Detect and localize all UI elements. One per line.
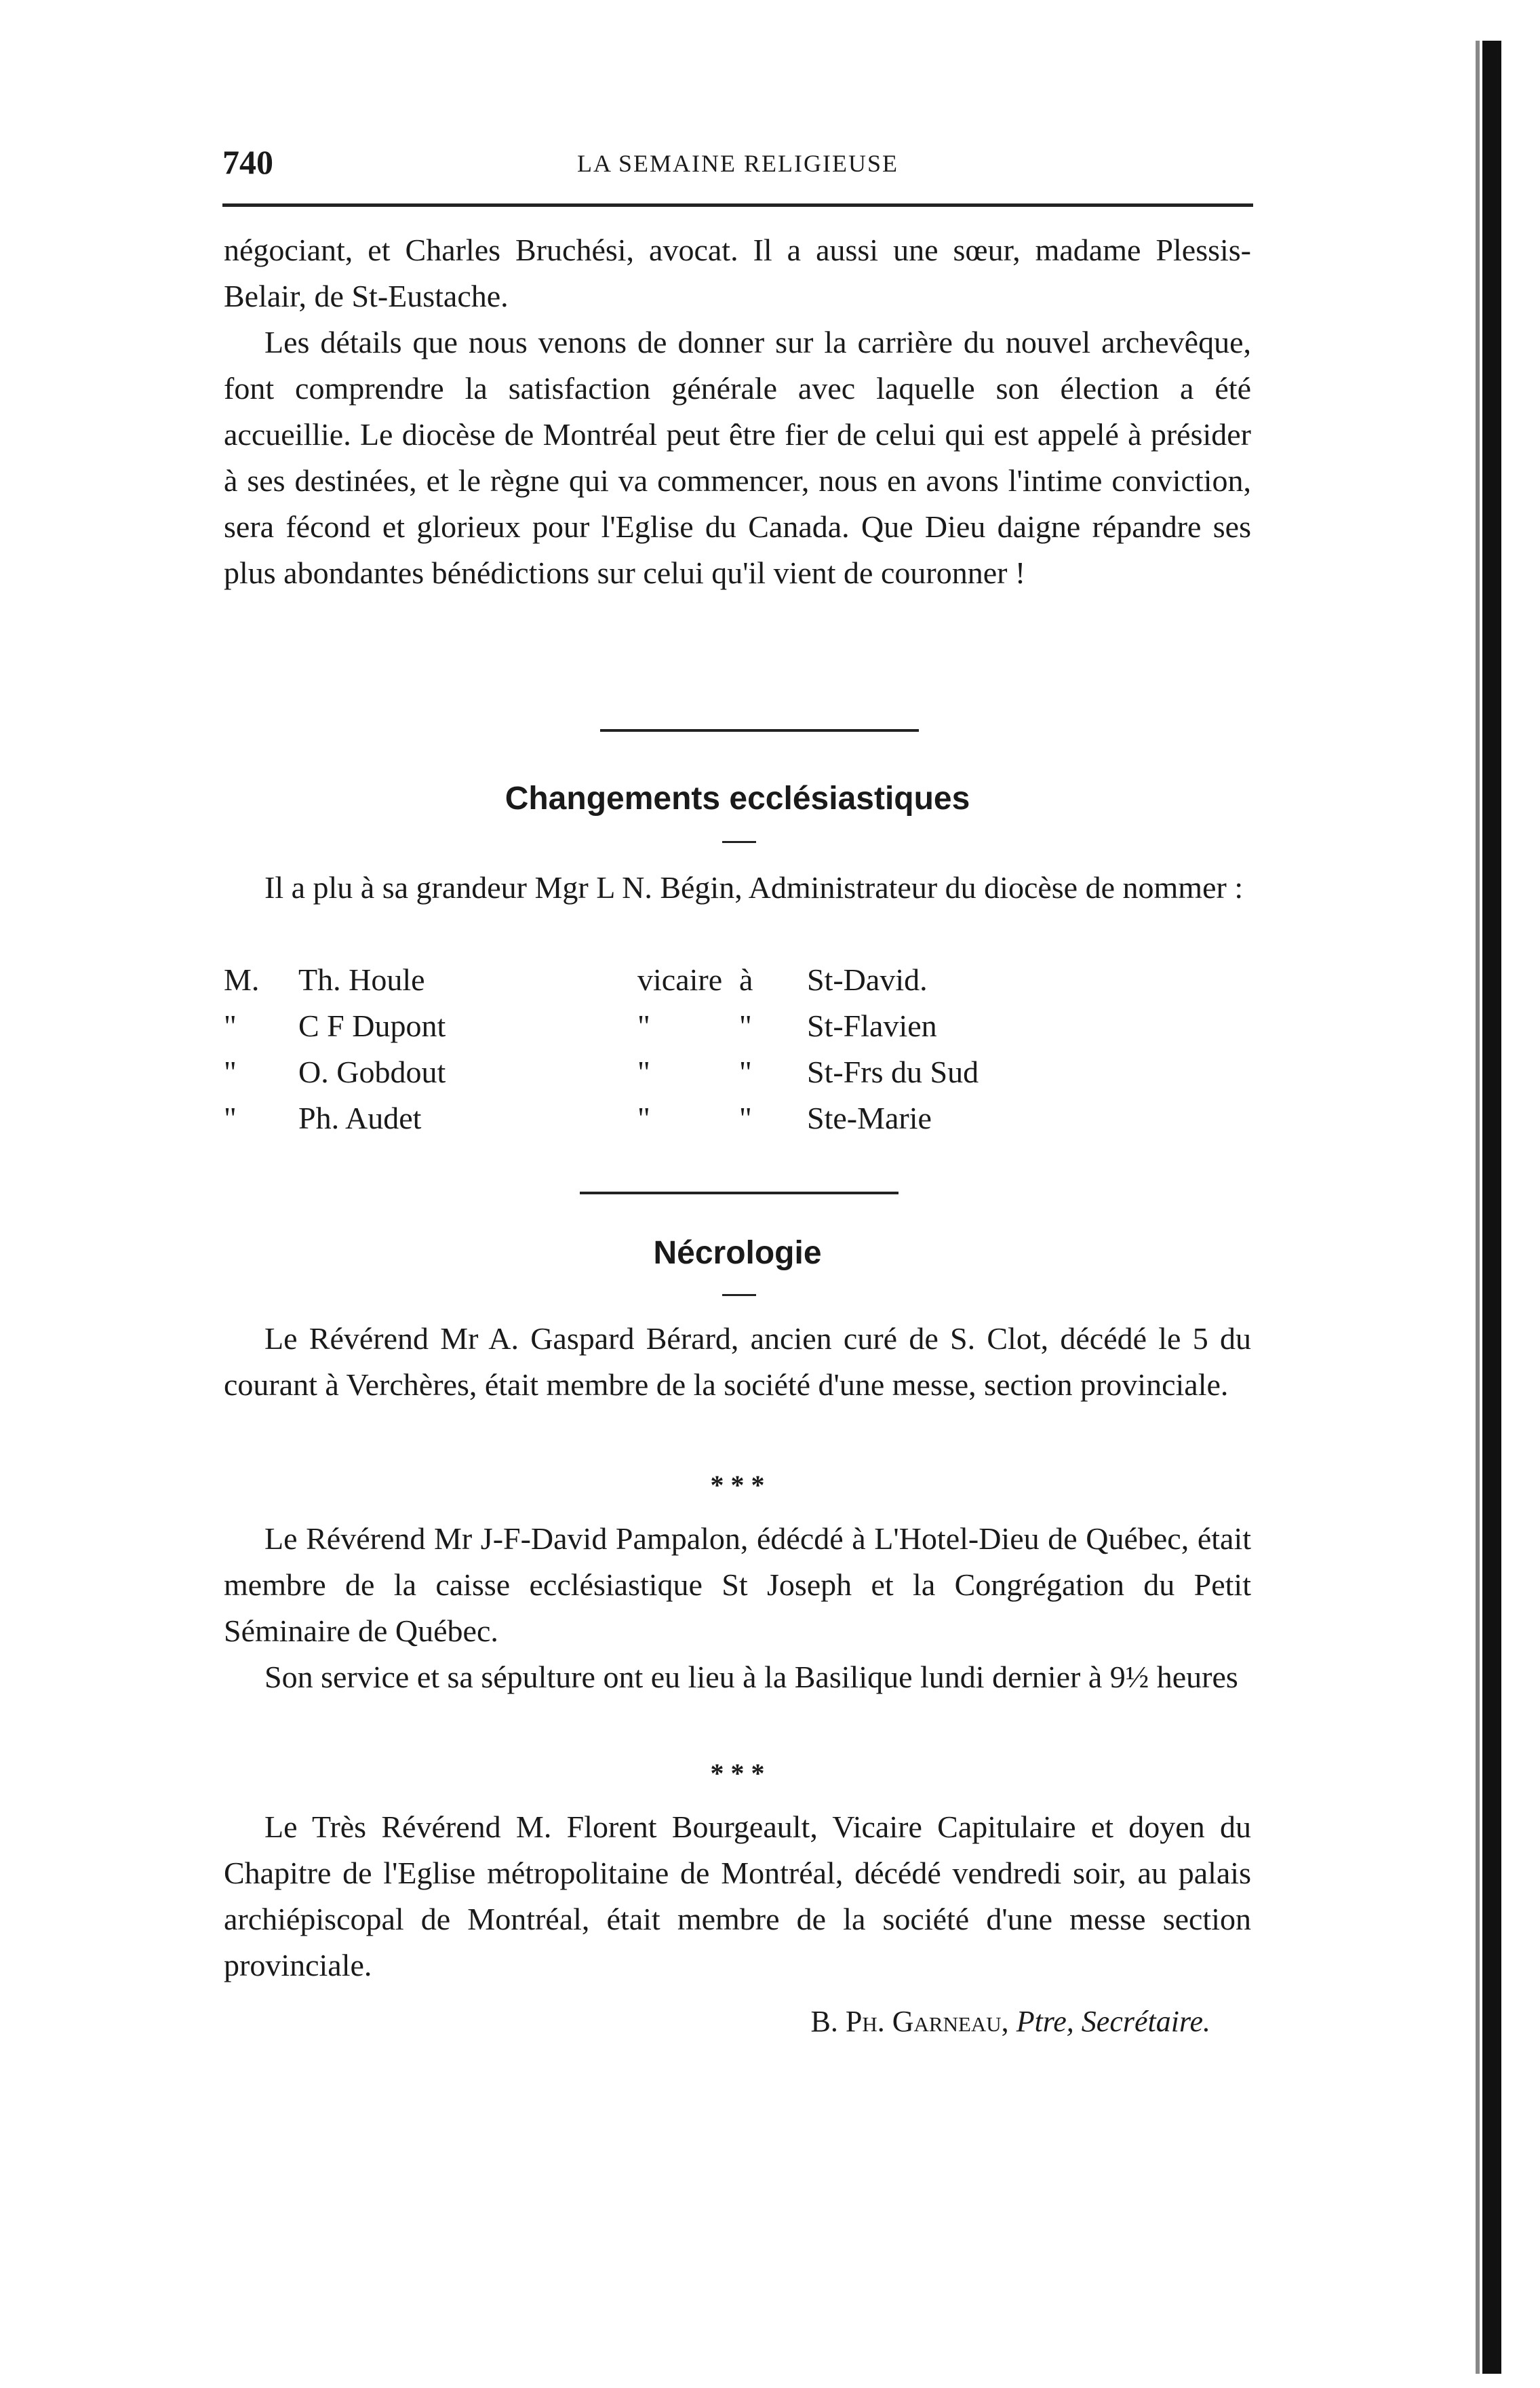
necrologie-paragraph-2: Le Révérend Mr J-F-David Pampalon, édécdé à L'Hotel-Dieu de Québec, était membre de la caisse ecclésiastique St Joseph et la Congrégation du Petit Séminaire de Québec. (224, 1521, 1251, 1648)
row-prefix: M. (224, 962, 260, 997)
list-item (224, 1095, 1251, 1141)
appointments-list (224, 957, 1251, 1141)
row-parish: St-David. (807, 962, 928, 997)
row-role: " (637, 1055, 650, 1089)
necrologie-entry-3 (224, 1804, 1251, 1989)
necrologie-entry-2 (224, 1516, 1251, 1700)
running-title: LA SEMAINE RELIGIEUSE (577, 150, 899, 177)
signature (224, 2004, 1251, 2039)
row-role: " (637, 1009, 650, 1043)
changements-heading: Changements ecclésiastiques (505, 781, 970, 817)
necrologie-entry-1 (224, 1316, 1251, 1408)
row-prefix: " (224, 1009, 237, 1043)
list-item (224, 1049, 1251, 1095)
heading-dash (722, 841, 756, 843)
asterism: * * * (710, 1758, 765, 1788)
heading-dash (722, 1294, 756, 1296)
row-name: Th. Houle (298, 962, 425, 997)
asterism: * * * (710, 1470, 765, 1500)
necrologie-paragraph-3: Son service et sa sépulture ont eu lieu à la Basilique lundi dernier à 9½ heures (264, 1660, 1238, 1694)
changements-intro (224, 865, 1251, 911)
necrologie-heading: Nécrologie (653, 1235, 822, 1271)
row-prep: " (739, 1055, 752, 1089)
row-parish: St-Flavien (807, 1009, 937, 1043)
changements-intro-text: Il a plu à sa grandeur Mgr L N. Bégin, Administrateur du diocèse de nommer : (264, 870, 1244, 905)
row-name: C F Dupont (298, 1009, 446, 1043)
list-item (224, 957, 1251, 1003)
row-prep: " (739, 1009, 752, 1043)
row-prep: " (739, 1101, 752, 1135)
page-number: 740 (222, 143, 273, 181)
intro-section (224, 227, 1251, 596)
intro-paragraph-1: négociant, et Charles Bruchési, avocat. Il a aussi une sœur, madame Plessis-Belair, de St-Eustache. (224, 233, 1251, 313)
signature-title: Ptre, Secrétaire. (1016, 2005, 1210, 2038)
row-prep: à (739, 962, 753, 997)
row-name: O. Gobdout (298, 1055, 446, 1089)
header-rule (222, 203, 1253, 207)
list-item (224, 1003, 1251, 1049)
signature-name: B. Ph. Garneau, (810, 2005, 1009, 2038)
row-role: vicaire (637, 962, 723, 997)
row-parish: St-Frs du Sud (807, 1055, 979, 1089)
row-prefix: " (224, 1055, 237, 1089)
row-role: " (637, 1101, 650, 1135)
intro-paragraph-2: Les détails que nous venons de donner sur la carrière du nouvel archevêque, font comprendre la satisfaction générale avec laquelle son élection a été accueillie. Le diocèse de Montréal peut être fier de celui qui est appelé à présider à ses destinées, et le règne qui va commencer, nous en avons l'intime conviction, sera fécond et glorieux pour l'Eglise du Canada. Que Dieu daigne répandre ses plus abondantes bénédictions sur celui qu'il vient de couronner ! (224, 325, 1251, 590)
section-divider (580, 1192, 899, 1194)
row-prefix: " (224, 1101, 237, 1135)
section-divider (600, 729, 919, 732)
page-header (222, 142, 1253, 183)
page-edge (1482, 41, 1501, 2374)
necrologie-paragraph-1: Le Révérend Mr A. Gaspard Bérard, ancien curé de S. Clot, décédé le 5 du courant à Verchères, était membre de la société d'une messe, section provinciale. (224, 1321, 1251, 1402)
row-name: Ph. Audet (298, 1101, 422, 1135)
necrologie-paragraph-4: Le Très Révérend M. Florent Bourgeault, Vicaire Capitulaire et doyen du Chapitre de l'Eglise métropolitaine de Montréal, décédé vendredi soir, au palais archiépiscopal de Montréal, était membre de la société d'une messe section provinciale. (224, 1809, 1251, 1982)
page-edge-shadow (1476, 41, 1480, 2374)
row-parish: Ste-Marie (807, 1101, 932, 1135)
